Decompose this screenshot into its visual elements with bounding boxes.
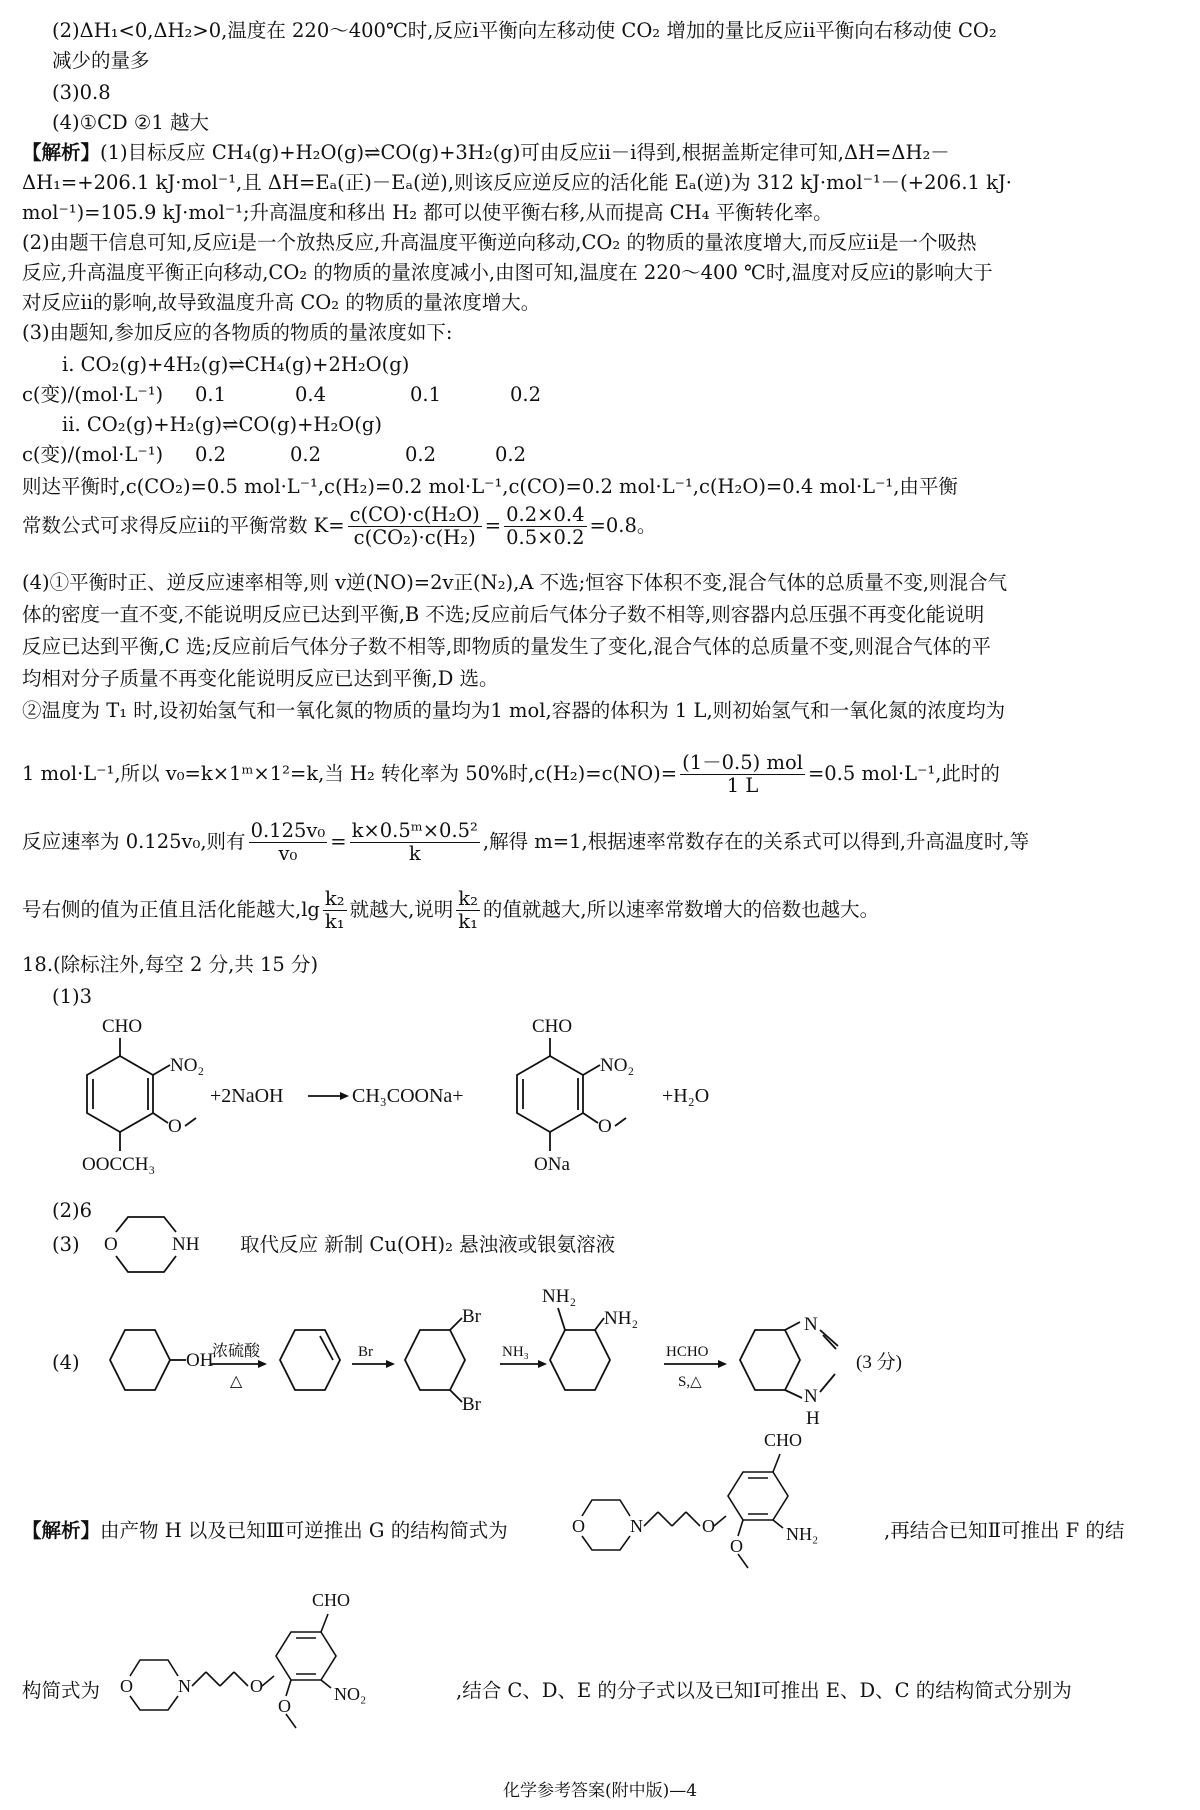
lg-mid: 就越大,说明 — [349, 898, 454, 921]
k-denominator: c(CO₂)·c(H₂) — [353, 526, 476, 549]
q17-jx3-line3 — [22, 504, 656, 549]
compound-g-structure — [568, 1426, 878, 1576]
ona-label: ONa — [534, 1154, 570, 1175]
k-ratio-den-1: k₁ — [324, 910, 345, 933]
q17-ans4: (4)①CD ②1 越大 — [52, 111, 209, 134]
morpholine-nh: NH — [172, 1234, 200, 1255]
q18-jx-line1-post: ,再结合已知Ⅱ可推出 F 的结 — [884, 1519, 1125, 1542]
k-ratio-num-2: k₂ — [458, 887, 478, 910]
q17-jx4-line7 — [22, 820, 1029, 865]
rate-den-2: k — [408, 842, 421, 865]
cho-label: CHO — [102, 1016, 143, 1037]
g-nh2: NH₂ — [786, 1524, 819, 1544]
cho-label-2: CHO — [532, 1016, 573, 1037]
q18-ans2: (2)6 — [52, 1199, 93, 1222]
h-label: H — [806, 1408, 820, 1428]
q17-jx4-line4: 均相对分子质量不再变化能说明反应已达到平衡,D 选。 — [22, 667, 499, 690]
rxn1-val-4: 0.2 — [510, 383, 542, 406]
k-ratio-num-1: k₂ — [324, 887, 345, 910]
q17-jx4-line6 — [22, 752, 1000, 797]
q17-jx2-line2: 反应,升高温度平衡正向移动,CO₂ 的物质的量浓度减小,由图可知,温度在 220～400 ℃时,温度对反应ⅰ的影响大于 — [22, 261, 993, 284]
rxn1-val-3: 0.1 — [410, 383, 442, 406]
rate-num-2: k×0.5ᵐ×0.5² — [351, 819, 478, 842]
reagent-h2so4: 浓硫酸 — [212, 1343, 261, 1360]
q18-jx-line2-post: ,结合 C、D、E 的分子式以及已知Ⅰ可推出 E、D、C 的结构简式分别为 — [456, 1679, 1072, 1702]
f-cho: CHO — [312, 1590, 351, 1610]
page-footer: 化学参考答案(附中版)—4 — [502, 1781, 698, 1801]
conc-fraction — [680, 752, 805, 797]
rate-fraction-1 — [249, 820, 328, 865]
jx-tag: 【解析】 — [22, 141, 101, 164]
q17-jx1-line3: mol⁻¹)=105.9 kJ·mol⁻¹;升高温度和移出 H₂ 都可以使平衡右移,从而提高 CH₄ 平衡转化率。 — [22, 201, 833, 224]
oac-label: OOCCH₃ — [82, 1154, 156, 1175]
k-text: 常数公式可求得反应ⅱ的平衡常数 K= — [22, 514, 345, 537]
conc-numerator: (1－0.5) mol — [682, 751, 803, 774]
k-numerator: c(CO)·c(H₂O) — [349, 503, 480, 526]
q18-ans4-label: (4) — [52, 1351, 80, 1374]
reagent-hcho: HCHO — [666, 1344, 709, 1360]
q17-jx4-line8 — [22, 888, 879, 933]
n-label-1: N — [804, 1314, 818, 1335]
k-result: =0.8。 — [589, 514, 657, 537]
equals: = — [484, 514, 502, 537]
f-no2: NO₂ — [334, 1684, 367, 1704]
q17-jx-line1 — [22, 140, 950, 166]
g-o-ether: O — [702, 1516, 715, 1536]
rate-result: ,解得 m=1,根据速率常数存在的关系式可以得到,升高温度时,等 — [482, 830, 1030, 853]
nh2-label-1: NH₂ — [542, 1286, 577, 1307]
morpholine-structure — [96, 1212, 226, 1278]
conc-text: 1 mol·L⁻¹,所以 v₀=k×1ᵐ×1²=k,当 H₂ 转化率为 50%时,c(H₂)=c(NO)= — [22, 762, 678, 785]
plus-h2o: +H₂O — [662, 1085, 710, 1107]
q17-jx4-line3: 反应已达到平衡,C 选;反应前后气体分子数不相等,即物质的量发生了变化,混合气体的总质量不变,则混合气体的平 — [22, 635, 991, 658]
br-label-2: Br — [462, 1394, 481, 1415]
q17-ans2-line1: (2)ΔH₁<0,ΔH₂>0,温度在 220～400℃时,反应ⅰ平衡向左移动使 CO₂ 增加的量比反应ⅱ平衡向右移动使 CO₂ — [52, 19, 997, 42]
k-expression-fraction — [348, 504, 482, 549]
f-n: N — [178, 1676, 191, 1696]
conc-result: =0.5 mol·L⁻¹,此时的 — [807, 762, 1000, 785]
g-o-ring: O — [572, 1516, 585, 1536]
lg-text: 号右侧的值为正值且活化能越大,lg — [22, 898, 320, 921]
rxn2-val-2: 0.2 — [290, 443, 322, 466]
k-ratio-den-2: k₁ — [458, 910, 478, 933]
q17-jx4-line1: (4)①平衡时正、逆反应速率相等,则 v逆(NO)=2v正(N₂),A 不选;恒容下体积不变,混合气体的总质量不变,则混合气 — [22, 571, 1008, 594]
q17-jx4-line5: ②温度为 T₁ 时,设初始氢气和一氧化氮的物质的量均为1 mol,容器的体积为 1 L,则初始氢气和一氧化氮的浓度均为 — [22, 699, 1006, 722]
br-label-1: Br — [462, 1306, 481, 1327]
k-value-numerator: 0.2×0.4 — [506, 503, 585, 526]
conc-denominator: 1 L — [726, 774, 759, 797]
reagent-br: Br — [358, 1344, 373, 1360]
no2-label-2: NO₂ — [600, 1055, 635, 1076]
q17-jx4-line2: 体的密度一直不变,不能说明反应已达到平衡,B 不选;反应前后气体分子数不相等,则容器内总压强不再变化能说明 — [22, 603, 985, 626]
rate-den-1: v₀ — [278, 842, 298, 865]
q17-jx3-line2: 则达平衡时,c(CO₂)=0.5 mol·L⁻¹,c(H₂)=0.2 mol·L⁻¹,c(CO)=0.2 mol·L⁻¹,c(H₂O)=0.4 mol·L⁻¹,由平衡 — [22, 475, 958, 498]
product-acetate: CH₃COONa+ — [352, 1085, 464, 1107]
rate-num-1: 0.125v₀ — [250, 819, 326, 842]
rxn1-val-1: 0.1 — [195, 383, 227, 406]
q18-ans3-label: (3) — [52, 1233, 80, 1256]
rxn2-val-4: 0.2 — [495, 443, 527, 466]
rxn1-val-2: 0.4 — [295, 383, 327, 406]
n-label-2: N — [804, 1386, 818, 1407]
q18-jx-line2-pre: 构简式为 — [22, 1679, 101, 1702]
f-o-ring: O — [120, 1676, 133, 1696]
f-o-ether: O — [250, 1676, 263, 1696]
lg-end: 的值就越大,所以速率常数增大的倍数也越大。 — [482, 898, 880, 921]
q17-jx2-line1: (2)由题干信息可知,反应ⅰ是一个放热反应,升高温度平衡逆向移动,CO₂ 的物质的量浓度增大,而反应ⅱ是一个吸热 — [22, 231, 977, 254]
plus-naoh: +2NaOH — [210, 1085, 284, 1107]
q17-jx2-line3: 对反应ⅱ的影响,故导致温度升高 CO₂ 的物质的量浓度增大。 — [22, 291, 541, 314]
c-label-1: c(变)/(mol·L⁻¹) — [22, 383, 164, 406]
q18-ans3-text: 取代反应 新制 Cu(OH)₂ 悬浊液或银氨溶液 — [240, 1233, 616, 1256]
reaction-i: ⅰ. CO₂(g)+4H₂(g)⇌CH₄(g)+2H₂O(g) — [62, 353, 410, 376]
rxn2-val-1: 0.2 — [195, 443, 227, 466]
rate-fraction-2 — [350, 820, 480, 865]
k-value-denominator: 0.5×0.2 — [506, 526, 585, 549]
reagent-s-heat: S,△ — [678, 1374, 702, 1390]
rate-equals: = — [330, 830, 347, 853]
compound-f-structure — [116, 1586, 446, 1736]
q18-header: 18.(除标注外,每空 2 分,共 15 分) — [22, 953, 319, 976]
q17-ans3: (3)0.8 — [52, 81, 111, 104]
score-label: (3 分) — [856, 1352, 902, 1373]
rate-text: 反应速率为 0.125v₀,则有 — [22, 830, 246, 853]
q17-ans2-line2: 减少的量多 — [52, 49, 150, 72]
jx1-text: (1)目标反应 CH₄(g)+H₂O(g)⇌CO(g)+3H₂(g)可由反应ⅱ－ⅰ得到,根据盖斯定律可知,ΔH=ΔH₂－ — [100, 141, 950, 164]
q17-jx1-line2: ΔH₁=+206.1 kJ·mol⁻¹,且 ΔH=Eₐ(正)－Eₐ(逆),则该反应逆反应的活化能 Eₐ(逆)为 312 kJ·mol⁻¹－(+206.1 kJ· — [22, 171, 1012, 194]
q18-ans1: (1)3 — [52, 985, 93, 1008]
q18-jx-line1-pre — [22, 1518, 508, 1544]
f-o-methoxy: O — [278, 1696, 291, 1716]
no2-label: NO₂ — [170, 1055, 205, 1076]
synthesis-route — [90, 1278, 1030, 1428]
q18-jx-text1: 由产物 H 以及已知Ⅲ可逆推出 G 的结构简式为 — [100, 1519, 508, 1542]
g-n: N — [630, 1516, 643, 1536]
k-ratio-fraction-2 — [456, 888, 480, 933]
q17-jx3-line1: (3)由题知,参加反应的各物质的物质的量浓度如下: — [22, 321, 453, 344]
nh2-label-2: NH₂ — [604, 1308, 639, 1329]
ester-hydrolysis-reaction — [40, 1008, 760, 1194]
q18-jx-tag: 【解析】 — [22, 1519, 101, 1542]
k-value-fraction — [504, 504, 586, 549]
morpholine-o: O — [104, 1234, 118, 1255]
reagent-heat: △ — [230, 1373, 243, 1390]
rxn2-val-3: 0.2 — [405, 443, 437, 466]
c-label-2: c(变)/(mol·L⁻¹) — [22, 443, 164, 466]
g-o-methoxy: O — [730, 1536, 743, 1556]
g-cho: CHO — [764, 1430, 803, 1450]
k-ratio-fraction-1 — [323, 888, 347, 933]
o-label-2: O — [598, 1116, 612, 1137]
reagent-nh3: NH₃ — [502, 1344, 529, 1360]
oh-label: OH — [186, 1350, 214, 1371]
reaction-ii: ⅱ. CO₂(g)+H₂(g)⇌CO(g)+H₂O(g) — [62, 413, 382, 436]
o-label: O — [168, 1116, 182, 1137]
